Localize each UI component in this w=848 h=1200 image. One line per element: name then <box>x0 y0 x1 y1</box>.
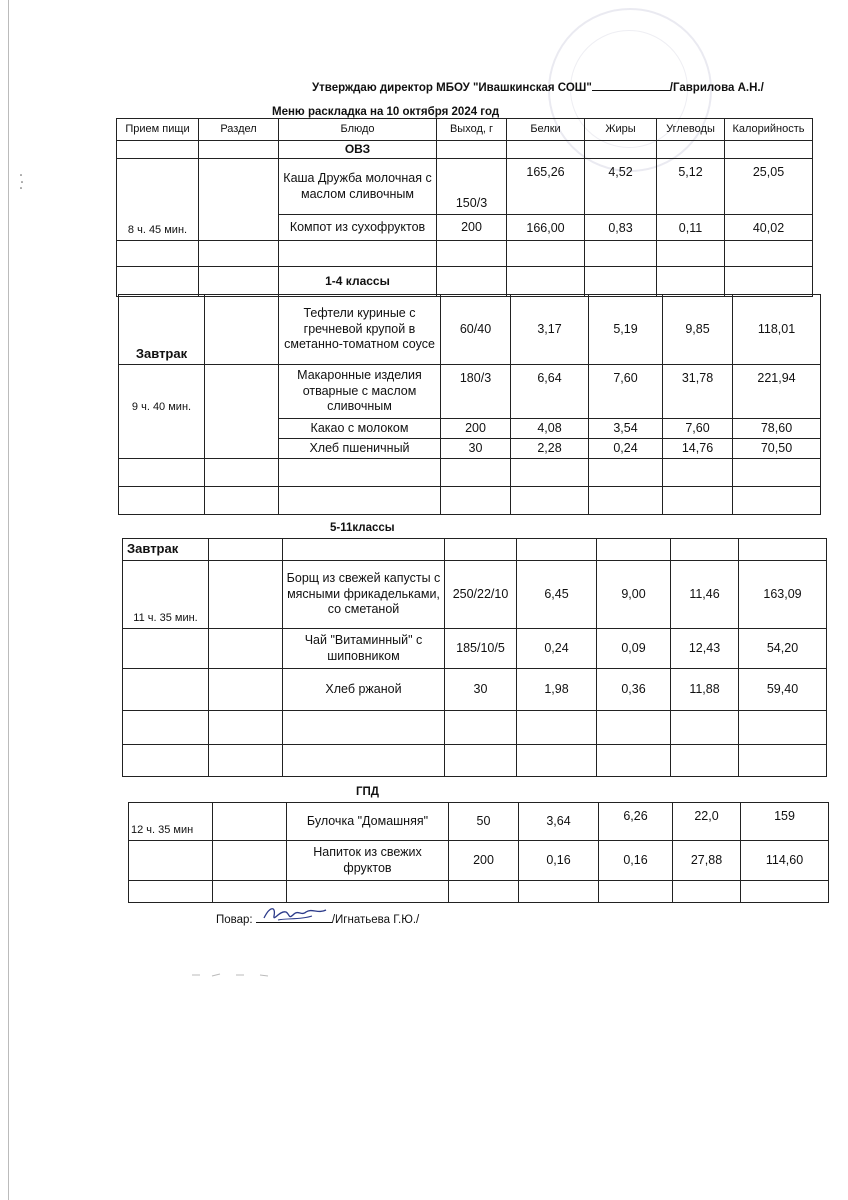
dish-yield: 150/3 <box>437 159 507 215</box>
dish-protein: 3,17 <box>511 295 589 365</box>
dish-name: Хлеб пшеничный <box>279 439 441 459</box>
dish-fat: 0,24 <box>589 439 663 459</box>
section-label-5-11: 5-11классы <box>330 522 395 534</box>
dish-protein: 166,00 <box>507 215 585 241</box>
dish-yield: 180/3 <box>441 365 511 419</box>
dish-carbs: 9,85 <box>663 295 733 365</box>
meal-time-ovz: 8 ч. 45 мин. <box>117 159 199 241</box>
dish-fat: 4,52 <box>585 159 657 215</box>
section-label-gpd: ГПД <box>356 786 379 798</box>
dish-fat: 7,60 <box>589 365 663 419</box>
col-kcal: Калорийность <box>725 119 813 141</box>
menu-table-5-11 <box>122 538 827 777</box>
dish-protein: 6,64 <box>511 365 589 419</box>
cook-name: /Игнатьева Г.Ю./ <box>331 914 420 926</box>
col-protein: Белки <box>507 119 585 141</box>
dish-kcal: 159 <box>741 803 829 841</box>
scan-smudge <box>190 968 310 986</box>
dish-yield: 200 <box>449 841 519 881</box>
dish-name: Макаронные изделия отварные с маслом сливочным <box>279 365 441 419</box>
meal-time-5-11: 11 ч. 35 мин. <box>123 561 209 629</box>
dish-kcal: 70,50 <box>733 439 821 459</box>
empty-row <box>123 711 827 745</box>
dish-fat: 0,36 <box>597 669 671 711</box>
dish-carbs: 7,60 <box>663 419 733 439</box>
dish-kcal: 118,01 <box>733 295 821 365</box>
menu-table-gpd <box>128 802 829 903</box>
dish-carbs: 22,0 <box>673 803 741 841</box>
dish-protein: 0,16 <box>519 841 599 881</box>
handwritten-signature-icon <box>260 902 330 926</box>
dish-fat: 9,00 <box>597 561 671 629</box>
cook-label: Повар: <box>216 914 253 926</box>
dish-carbs: 14,76 <box>663 439 733 459</box>
dish-protein: 1,98 <box>517 669 597 711</box>
dish-name: Чай "Витаминный" с шиповником <box>283 629 445 669</box>
dish-yield: 185/10/5 <box>445 629 517 669</box>
dish-yield: 30 <box>441 439 511 459</box>
dish-name: Напиток из свежих фруктов <box>287 841 449 881</box>
approval-suffix: /Гаврилова А.Н./ <box>669 82 764 94</box>
menu-table-1-4 <box>118 294 821 515</box>
dish-fat: 0,16 <box>599 841 673 881</box>
dish-fat: 5,19 <box>589 295 663 365</box>
cook-signature <box>256 910 332 923</box>
dish-name: Компот из сухофруктов <box>279 215 437 241</box>
empty-row <box>117 241 813 267</box>
table-row <box>129 841 829 881</box>
section-label-ovz: ОВЗ <box>279 141 437 159</box>
dish-name: Какао с молоком <box>279 419 441 439</box>
meal-label-5-11: Завтрак <box>123 539 209 561</box>
dish-yield: 30 <box>445 669 517 711</box>
dish-yield: 60/40 <box>441 295 511 365</box>
approval-prefix: Утверждаю директор МБОУ "Ивашкинская СОШ" <box>312 82 592 94</box>
dish-yield: 250/22/10 <box>445 561 517 629</box>
dish-kcal: 59,40 <box>739 669 827 711</box>
col-carbs: Углеводы <box>657 119 725 141</box>
dish-fat: 3,54 <box>589 419 663 439</box>
scan-marks <box>18 172 26 197</box>
table-row <box>119 295 821 365</box>
dish-kcal: 114,60 <box>741 841 829 881</box>
dish-yield: 200 <box>437 215 507 241</box>
menu-table-main <box>116 118 813 297</box>
dish-name: Тефтели куриные с гречневой крупой в сметанно-томатном соусе <box>279 295 441 365</box>
empty-row <box>129 881 829 903</box>
dish-carbs: 5,12 <box>657 159 725 215</box>
dish-name: Хлеб ржаной <box>283 669 445 711</box>
scan-edge <box>8 0 9 1200</box>
table-header-row <box>117 119 813 141</box>
col-yield: Выход, г <box>437 119 507 141</box>
dish-fat: 0,83 <box>585 215 657 241</box>
table-row <box>117 159 813 215</box>
dish-protein: 165,26 <box>507 159 585 215</box>
table-row <box>119 365 821 419</box>
cook-signature-line <box>216 910 419 926</box>
dish-carbs: 12,43 <box>671 629 739 669</box>
table-row <box>123 539 827 561</box>
dish-yield: 200 <box>441 419 511 439</box>
dish-protein: 2,28 <box>511 439 589 459</box>
dish-name: Булочка "Домашняя" <box>287 803 449 841</box>
dish-protein: 4,08 <box>511 419 589 439</box>
menu-title: Меню раскладка на 10 октября 2024 год <box>272 106 500 118</box>
dish-carbs: 27,88 <box>673 841 741 881</box>
empty-row <box>119 487 821 515</box>
dish-carbs: 0,11 <box>657 215 725 241</box>
dish-kcal: 25,05 <box>725 159 813 215</box>
empty-row <box>123 745 827 777</box>
col-meal: Прием пищи <box>117 119 199 141</box>
empty-row <box>119 459 821 487</box>
section-row-1-4 <box>117 267 813 297</box>
table-row <box>123 629 827 669</box>
dish-name: Борщ из свежей капусты с мясными фрикадельками, со сметаной <box>283 561 445 629</box>
dish-name: Каша Дружба молочная с маслом сливочным <box>279 159 437 215</box>
table-row <box>129 803 829 841</box>
dish-kcal: 78,60 <box>733 419 821 439</box>
col-section: Раздел <box>199 119 279 141</box>
dish-carbs: 11,46 <box>671 561 739 629</box>
meal-label-1-4: Завтрак <box>119 295 205 365</box>
dish-protein: 0,24 <box>517 629 597 669</box>
approval-signature-line <box>592 80 670 91</box>
section-label-1-4: 1-4 классы <box>279 267 437 297</box>
approval-line <box>312 80 764 94</box>
meal-time-1-4: 9 ч. 40 мин. <box>119 365 205 459</box>
dish-kcal: 221,94 <box>733 365 821 419</box>
dish-protein: 6,45 <box>517 561 597 629</box>
dish-carbs: 11,88 <box>671 669 739 711</box>
dish-carbs: 31,78 <box>663 365 733 419</box>
col-dish: Блюдо <box>279 119 437 141</box>
dish-kcal: 54,20 <box>739 629 827 669</box>
meal-time-gpd: 12 ч. 35 мин <box>129 803 213 841</box>
table-row <box>123 561 827 629</box>
table-row <box>123 669 827 711</box>
dish-yield: 50 <box>449 803 519 841</box>
dish-fat: 6,26 <box>599 803 673 841</box>
section-row-ovz <box>117 141 813 159</box>
dish-kcal: 40,02 <box>725 215 813 241</box>
col-fat: Жиры <box>585 119 657 141</box>
dish-kcal: 163,09 <box>739 561 827 629</box>
dish-protein: 3,64 <box>519 803 599 841</box>
dish-fat: 0,09 <box>597 629 671 669</box>
